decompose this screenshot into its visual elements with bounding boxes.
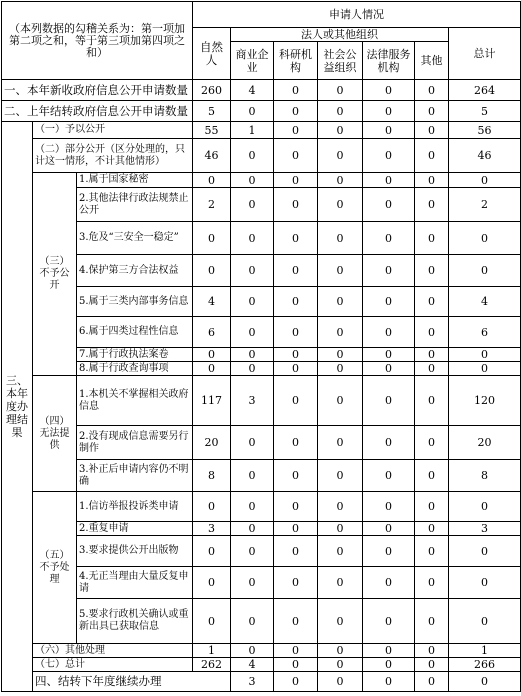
- cell: 0: [415, 672, 449, 692]
- cell: 0: [415, 426, 449, 460]
- cell: 0: [449, 348, 521, 362]
- header-commercial: 商业企业: [231, 42, 274, 80]
- cell: 0: [193, 348, 231, 362]
- cell: 117: [193, 376, 231, 426]
- row-label: 6.属于四类过程性信息: [77, 317, 193, 348]
- cell: 0: [274, 255, 318, 287]
- cell: 0: [415, 536, 449, 567]
- cell: 0: [363, 222, 415, 255]
- table-row: [2, 492, 521, 522]
- cell: 0: [231, 139, 274, 173]
- cell: 0: [318, 492, 363, 522]
- section-3-label: 三、本年度办理结果: [2, 122, 33, 692]
- cell: 0: [318, 173, 363, 188]
- cell: 6: [193, 317, 231, 348]
- cell: 0: [318, 599, 363, 644]
- header-note: （本列数据的勾稽关系为：第一项加第二项之和，等于第三项加第四项之和）: [2, 2, 193, 80]
- cell: 0: [274, 188, 318, 222]
- cell: 0: [415, 460, 449, 492]
- cell: 0: [449, 173, 521, 188]
- cell: 0: [449, 536, 521, 567]
- cell: 0: [363, 317, 415, 348]
- cell: 4: [193, 287, 231, 317]
- cell: 0: [318, 287, 363, 317]
- cell: 0: [318, 80, 363, 101]
- cell: 260: [193, 80, 231, 101]
- cell: 0: [318, 460, 363, 492]
- cell: 0: [231, 567, 274, 599]
- cell: 0: [193, 536, 231, 567]
- table-row: [2, 287, 521, 317]
- cell: 0: [193, 173, 231, 188]
- table-row: [2, 173, 521, 188]
- table-row: [2, 658, 521, 672]
- cell: 0: [274, 287, 318, 317]
- row-label: 3.补正后申请内容仍不明确: [77, 460, 193, 492]
- cell: 0: [274, 522, 318, 536]
- cell: 8: [193, 460, 231, 492]
- cell: 0: [318, 255, 363, 287]
- table-row: [2, 80, 521, 101]
- header-other: 其他: [415, 42, 449, 80]
- cell: 0: [415, 348, 449, 362]
- cell: 0: [415, 376, 449, 426]
- cell: 1: [449, 644, 521, 658]
- cell: 0: [231, 188, 274, 222]
- table-row: [2, 222, 521, 255]
- cell: 0: [363, 287, 415, 317]
- cell: 0: [363, 80, 415, 101]
- cell: 0: [318, 672, 363, 692]
- cell: 0: [415, 122, 449, 139]
- cell: 0: [274, 536, 318, 567]
- cell: 0: [231, 426, 274, 460]
- cell: 0: [231, 522, 274, 536]
- cell: 4: [231, 658, 274, 672]
- header-natural-person: 自然人: [193, 28, 231, 80]
- row-label: 四、结转下年度继续办理: [33, 672, 231, 692]
- cell: 0: [363, 658, 415, 672]
- cell: 0: [415, 222, 449, 255]
- cell: 0: [415, 80, 449, 101]
- cell: 5: [449, 101, 521, 122]
- row-label: （二）部分公开（区分处理的，只计这一情形，不计其他情形）: [33, 139, 193, 173]
- row-label: 8.属于行政查询事项: [77, 362, 193, 376]
- table-row: [2, 255, 521, 287]
- cell: 0: [231, 287, 274, 317]
- cell: 0: [231, 492, 274, 522]
- table-row: [2, 362, 521, 376]
- cell: 0: [415, 101, 449, 122]
- cell: 20: [449, 426, 521, 460]
- cell: 0: [363, 522, 415, 536]
- cell: 0: [231, 644, 274, 658]
- cell: 4: [231, 80, 274, 101]
- table-row: [2, 599, 521, 644]
- table-row: [2, 644, 521, 658]
- header-social: 社会公益组织: [318, 42, 363, 80]
- cell: 55: [193, 122, 231, 139]
- cell: 0: [415, 492, 449, 522]
- cell: 0: [363, 567, 415, 599]
- cell: 5: [193, 101, 231, 122]
- table-row: [2, 522, 521, 536]
- cell: 0: [415, 567, 449, 599]
- cell: 0: [363, 173, 415, 188]
- table-row: [2, 317, 521, 348]
- cell: 6: [449, 317, 521, 348]
- cell: 0: [274, 376, 318, 426]
- cell: 0: [363, 426, 415, 460]
- cell: 0: [193, 255, 231, 287]
- cell: 0: [274, 317, 318, 348]
- cell: 0: [231, 173, 274, 188]
- cell: 0: [449, 255, 521, 287]
- cell: 0: [318, 376, 363, 426]
- row-label: 2.没有现成信息需要另行制作: [77, 426, 193, 460]
- cell: 0: [449, 599, 521, 644]
- row-label: 2.重复申请: [77, 522, 193, 536]
- table-row: [2, 139, 521, 173]
- cell: 0: [449, 362, 521, 376]
- cell: 4: [449, 287, 521, 317]
- cell: 0: [193, 222, 231, 255]
- cell: 0: [274, 567, 318, 599]
- cell: 0: [415, 173, 449, 188]
- cell: 0: [231, 348, 274, 362]
- cell: 0: [415, 287, 449, 317]
- cell: 0: [415, 139, 449, 173]
- cell: 0: [274, 460, 318, 492]
- row-label: 7.属于行政执法案卷: [77, 348, 193, 362]
- cell: 0: [318, 426, 363, 460]
- cell: 0: [415, 658, 449, 672]
- cell: 0: [231, 362, 274, 376]
- table-row: [2, 348, 521, 362]
- cell: 1: [193, 644, 231, 658]
- cell: 3: [193, 522, 231, 536]
- cell: 0: [449, 222, 521, 255]
- cell: 0: [318, 362, 363, 376]
- group-5-label: （五）不予处理: [33, 492, 77, 644]
- cell: 0: [231, 101, 274, 122]
- cell: 0: [449, 672, 521, 692]
- cell: 0: [274, 658, 318, 672]
- cell: 266: [449, 658, 521, 672]
- cell: 0: [193, 362, 231, 376]
- cell: 0: [231, 317, 274, 348]
- table-row: [2, 460, 521, 492]
- cell: 0: [449, 567, 521, 599]
- cell: 0: [274, 348, 318, 362]
- cell: 0: [274, 122, 318, 139]
- row-label: 5.要求行政机关确认或重新出具已获取信息: [77, 599, 193, 644]
- cell: 56: [449, 122, 521, 139]
- cell: 0: [231, 599, 274, 644]
- cell: 0: [363, 362, 415, 376]
- cell: 0: [363, 139, 415, 173]
- cell: 0: [415, 362, 449, 376]
- cell: 0: [274, 599, 318, 644]
- table-row: [2, 567, 521, 599]
- cell: 120: [449, 376, 521, 426]
- cell: 0: [415, 522, 449, 536]
- cell: 46: [193, 139, 231, 173]
- table-row: [2, 536, 521, 567]
- cell: 264: [449, 80, 521, 101]
- row-label: （一）予以公开: [33, 122, 193, 139]
- header-legal-service: 法律服务机构: [363, 42, 415, 80]
- cell: 262: [193, 658, 231, 672]
- cell: 0: [318, 222, 363, 255]
- cell: 0: [363, 188, 415, 222]
- row-label: （七）总计: [33, 658, 193, 672]
- cell: 0: [363, 672, 415, 692]
- cell: 0: [415, 599, 449, 644]
- cell: 0: [318, 644, 363, 658]
- table-row: [2, 376, 521, 426]
- table-row: [2, 426, 521, 460]
- table-row: [2, 188, 521, 222]
- cell: 0: [274, 492, 318, 522]
- cell: 0: [274, 362, 318, 376]
- cell: 0: [363, 492, 415, 522]
- cell: 0: [415, 644, 449, 658]
- cell: 3: [231, 376, 274, 426]
- cell: 0: [231, 460, 274, 492]
- row-label: 4.保护第三方合法权益: [77, 255, 193, 287]
- cell: 0: [363, 101, 415, 122]
- cell: 2: [449, 188, 521, 222]
- cell: 0: [363, 348, 415, 362]
- cell: 0: [415, 255, 449, 287]
- cell: 0: [274, 644, 318, 658]
- cell: 2: [193, 188, 231, 222]
- row-label: 1.属于国家秘密: [77, 173, 193, 188]
- gov-info-disclosure-table: [1, 1, 521, 692]
- group-4-label: （四）无法提供: [33, 376, 77, 492]
- cell: 0: [274, 101, 318, 122]
- cell: 0: [274, 672, 318, 692]
- cell: 0: [363, 122, 415, 139]
- header-applicant-status: 申请人情况: [193, 2, 521, 28]
- cell: 0: [363, 536, 415, 567]
- cell: 8: [449, 460, 521, 492]
- cell: 0: [274, 139, 318, 173]
- cell: 20: [193, 426, 231, 460]
- cell: 0: [415, 188, 449, 222]
- table-row: [2, 122, 521, 139]
- header-legal-org: 法人或其他组织: [231, 28, 449, 42]
- header-total: 总计: [449, 28, 521, 80]
- cell: 0: [274, 80, 318, 101]
- cell: 0: [193, 492, 231, 522]
- row-label: 一、本年新收政府信息公开申请数量: [2, 80, 193, 101]
- row-label: 二、上年结转政府信息公开申请数量: [2, 101, 193, 122]
- row-label: 1.信访举报投诉类申请: [77, 492, 193, 522]
- row-label: 5.属于三类内部事务信息: [77, 287, 193, 317]
- cell: 0: [193, 599, 231, 644]
- cell: 0: [318, 139, 363, 173]
- cell: 0: [318, 536, 363, 567]
- cell: 0: [318, 348, 363, 362]
- row-label: 2.其他法律行政法规禁止公开: [77, 188, 193, 222]
- cell: 0: [363, 644, 415, 658]
- header-research: 科研机构: [274, 42, 318, 80]
- table-row: [2, 672, 521, 692]
- cell: 0: [363, 599, 415, 644]
- cell: 0: [318, 188, 363, 222]
- row-label: （六）其他处理: [33, 644, 193, 658]
- cell: 3: [231, 672, 274, 692]
- cell: 1: [231, 122, 274, 139]
- cell: 0: [274, 222, 318, 255]
- row-label: 3.危及“三安全一稳定”: [77, 222, 193, 255]
- row-label: 4.无正当理由大量反复申请: [77, 567, 193, 599]
- cell: 0: [193, 567, 231, 599]
- cell: 0: [363, 376, 415, 426]
- cell: 0: [231, 255, 274, 287]
- cell: 46: [449, 139, 521, 173]
- cell: 0: [363, 255, 415, 287]
- cell: 0: [318, 101, 363, 122]
- row-label: 3.要求提供公开出版物: [77, 536, 193, 567]
- cell: 0: [274, 173, 318, 188]
- cell: 0: [318, 522, 363, 536]
- cell: 0: [231, 536, 274, 567]
- cell: 0: [318, 122, 363, 139]
- cell: 0: [449, 492, 521, 522]
- cell: 0: [318, 317, 363, 348]
- table-row: [2, 101, 521, 122]
- cell: 0: [318, 567, 363, 599]
- row-label: 1.本机关不掌握相关政府信息: [77, 376, 193, 426]
- cell: 3: [449, 522, 521, 536]
- cell: 0: [415, 317, 449, 348]
- cell: 0: [274, 426, 318, 460]
- cell: 0: [231, 222, 274, 255]
- cell: 0: [318, 658, 363, 672]
- group-3-label: （三）不予公开: [33, 173, 77, 376]
- cell: 0: [363, 460, 415, 492]
